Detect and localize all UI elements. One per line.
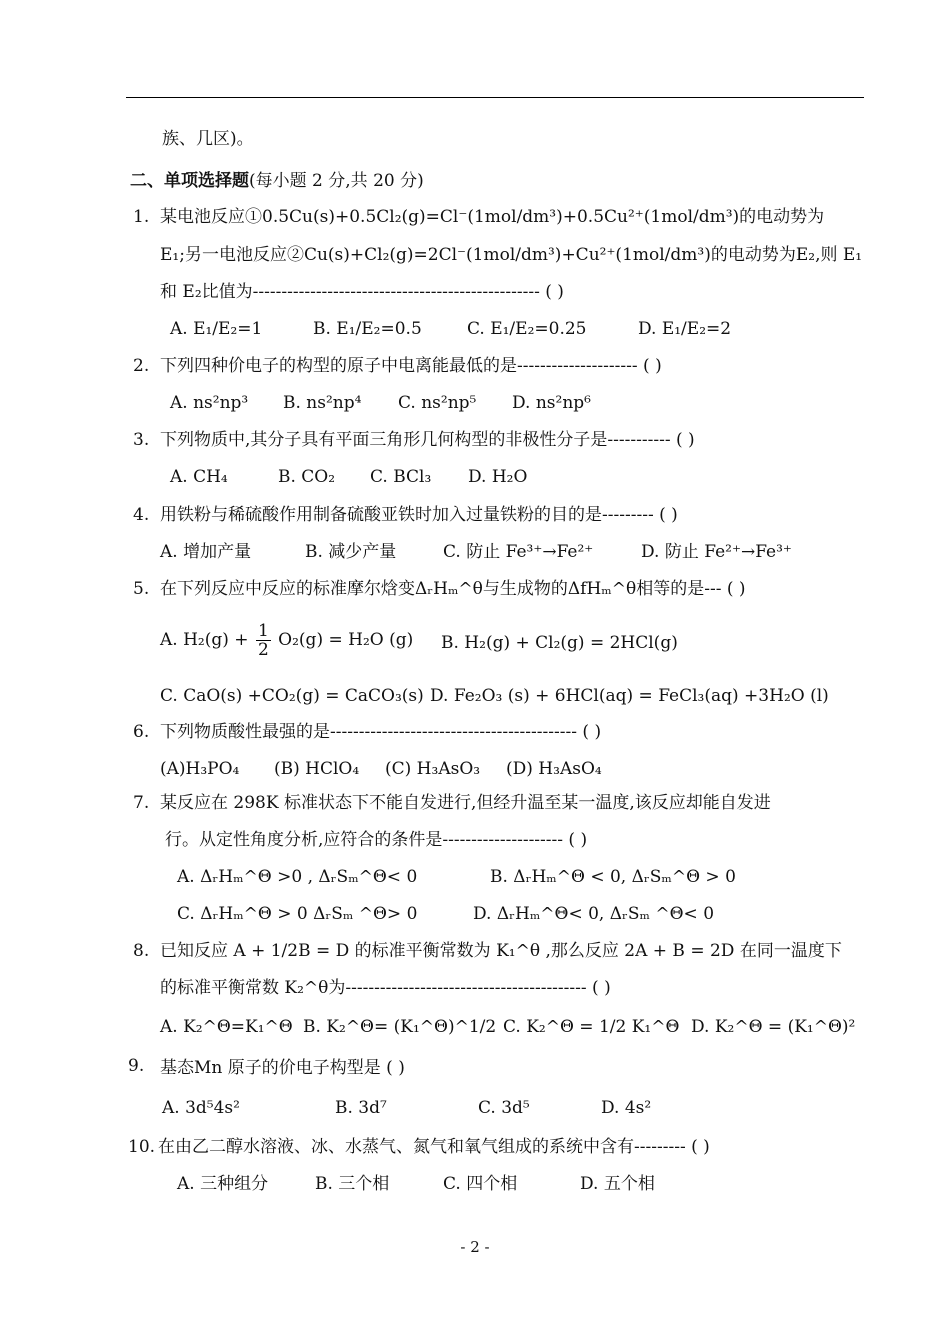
question-8-option-b: B. K₂^Θ= (K₁^Θ)^1/2 — [303, 1017, 497, 1037]
question-1-line-3: 和 E₂比值为-------------------------------------------------- ( ) — [160, 282, 564, 302]
question-9-option-c: C. 3d⁵ — [478, 1098, 530, 1118]
question-6-number: 6. — [133, 722, 150, 742]
question-2-number: 2. — [133, 356, 150, 376]
header-rule — [126, 97, 864, 98]
one-half-fraction — [256, 622, 271, 659]
page-number: - 2 - — [460, 1238, 490, 1256]
question-5-number: 5. — [133, 579, 150, 599]
question-9-option-d: D. 4s² — [601, 1098, 652, 1118]
question-3-option-a: A. CH₄ — [170, 467, 228, 487]
section-note: (每小题 2 分,共 20 分) — [249, 171, 424, 191]
section-header — [130, 170, 424, 192]
question-4-number: 4. — [133, 505, 150, 525]
question-10-option-a: A. 三种组分 — [177, 1174, 269, 1194]
question-10-option-d: D. 五个相 — [580, 1174, 655, 1194]
question-2-text: 下列四种价电子的构型的原子中电离能最低的是--------------------- ( ) — [160, 356, 662, 376]
question-9-option-b: B. 3d⁷ — [335, 1098, 387, 1118]
question-6-option-b: (B) HClO₄ — [274, 759, 360, 779]
question-4-option-d: D. 防止 Fe²⁺→Fe³⁺ — [641, 542, 792, 562]
question-1-line-1: 某电池反应①0.5Cu(s)+0.5Cl₂(g)=Cl⁻(1mol/dm³)+0.5Cu²⁺(1mol/dm³)的电动势为 — [160, 207, 825, 227]
question-6-option-c: (C) H₃AsO₃ — [385, 759, 481, 779]
question-3-option-d: D. H₂O — [468, 467, 528, 487]
question-4-option-b: B. 减少产量 — [305, 542, 397, 562]
section-title: 二、单项选择题 — [130, 171, 249, 191]
question-7-line-1: 某反应在 298K 标准状态下不能自发进行,但经升温至某一温度,该反应却能自发进 — [160, 793, 771, 813]
fraction-numerator: 1 — [257, 621, 269, 641]
question-8-option-a: A. K₂^Θ=K₁^Θ — [160, 1017, 293, 1037]
question-1-option-c: C. E₁/E₂=0.25 — [467, 319, 587, 339]
question-2-option-b: B. ns²np⁴ — [283, 393, 362, 413]
question-1-option-a: A. E₁/E₂=1 — [170, 319, 263, 339]
question-1-line-2: E₁;另一电池反应②Cu(s)+Cl₂(g)=2Cl⁻(1mol/dm³)+Cu²⁺(1mol/dm³)的电动势为E₂,则 E₁ — [160, 245, 863, 265]
question-6-text: 下列物质酸性最强的是------------------------------------------- ( ) — [160, 722, 602, 742]
question-9-number: 9. — [128, 1056, 145, 1076]
header-continuation: 族、几区)。 — [162, 129, 254, 149]
question-5-option-d: D. Fe₂O₃ (s) + 6HCl(aq) = FeCl₃(aq) +3H₂O (l) — [430, 686, 829, 706]
question-6-option-d: (D) H₃AsO₄ — [506, 759, 602, 779]
question-5-option-b: B. H₂(g) + Cl₂(g) = 2HCl(g) — [441, 633, 678, 653]
question-10-text: 在由乙二醇水溶液、冰、水蒸气、氮气和氧气组成的系统中含有--------- ( ) — [158, 1137, 710, 1157]
question-5-option-a-prefix: A. H₂(g) + — [160, 630, 249, 650]
question-10-option-c: C. 四个相 — [443, 1174, 518, 1194]
question-8-option-d: D. K₂^Θ = (K₁^Θ)² — [691, 1017, 856, 1037]
question-2-option-d: D. ns²np⁶ — [512, 393, 591, 413]
question-1-option-d: D. E₁/E₂=2 — [638, 319, 732, 339]
question-7-option-a: A. ΔᵣHₘ^Θ >0 , ΔᵣSₘ^Θ< 0 — [177, 867, 418, 887]
question-4-text: 用铁粉与稀硫酸作用制备硫酸亚铁时加入过量铁粉的目的是--------- ( ) — [160, 505, 678, 525]
question-5-option-a-suffix: O₂(g) = H₂O (g) — [278, 630, 414, 650]
question-3-option-b: B. CO₂ — [278, 467, 336, 487]
question-10-option-b: B. 三个相 — [315, 1174, 390, 1194]
fraction-denominator: 2 — [257, 640, 269, 660]
question-5-option-c: C. CaO(s) +CO₂(g) = CaCO₃(s) — [160, 686, 424, 706]
question-9-text: 基态Mn 原子的价电子构型是 ( ) — [160, 1058, 405, 1078]
question-7-option-c: C. ΔᵣHₘ^Θ > 0 ΔᵣSₘ ^Θ> 0 — [177, 904, 418, 924]
question-4-option-c: C. 防止 Fe³⁺→Fe²⁺ — [443, 542, 594, 562]
question-3-option-c: C. BCl₃ — [370, 467, 432, 487]
question-8-option-c: C. K₂^Θ = 1/2 K₁^Θ — [503, 1017, 680, 1037]
question-3-number: 3. — [133, 430, 150, 450]
question-4-option-a: A. 增加产量 — [160, 542, 252, 562]
question-1-number: 1. — [133, 207, 150, 227]
question-5-text: 在下列反应中反应的标准摩尔焓变ΔᵣHₘ^θ与生成物的ΔfHₘ^θ相等的是--- ( ) — [160, 579, 746, 599]
question-1-option-b: B. E₁/E₂=0.5 — [313, 319, 422, 339]
question-7-option-b: B. ΔᵣHₘ^Θ < 0, ΔᵣSₘ^Θ > 0 — [490, 867, 736, 887]
question-8-line-2: 的标准平衡常数 K₂^θ为------------------------------------------ ( ) — [160, 978, 611, 998]
question-2-option-a: A. ns²np³ — [170, 393, 249, 413]
question-8-number: 8. — [133, 941, 150, 961]
question-9-option-a: A. 3d⁵4s² — [162, 1098, 240, 1118]
question-2-option-c: C. ns²np⁵ — [398, 393, 477, 413]
question-7-option-d: D. ΔᵣHₘ^Θ< 0, ΔᵣSₘ ^Θ< 0 — [473, 904, 715, 924]
question-7-number: 7. — [133, 793, 150, 813]
question-7-line-2: 行。从定性角度分析,应符合的条件是--------------------- ( ) — [165, 830, 588, 850]
question-3-text: 下列物质中,其分子具有平面三角形几何构型的非极性分子是----------- ( ) — [160, 430, 695, 450]
question-8-line-1: 已知反应 A + 1/2B = D 的标准平衡常数为 K₁^θ ,那么反应 2A + B = 2D 在同一温度下 — [160, 941, 842, 961]
question-6-option-a: (A)H₃PO₄ — [160, 759, 240, 779]
question-5-option-a — [160, 622, 413, 659]
question-10-number: 10. — [128, 1137, 156, 1157]
